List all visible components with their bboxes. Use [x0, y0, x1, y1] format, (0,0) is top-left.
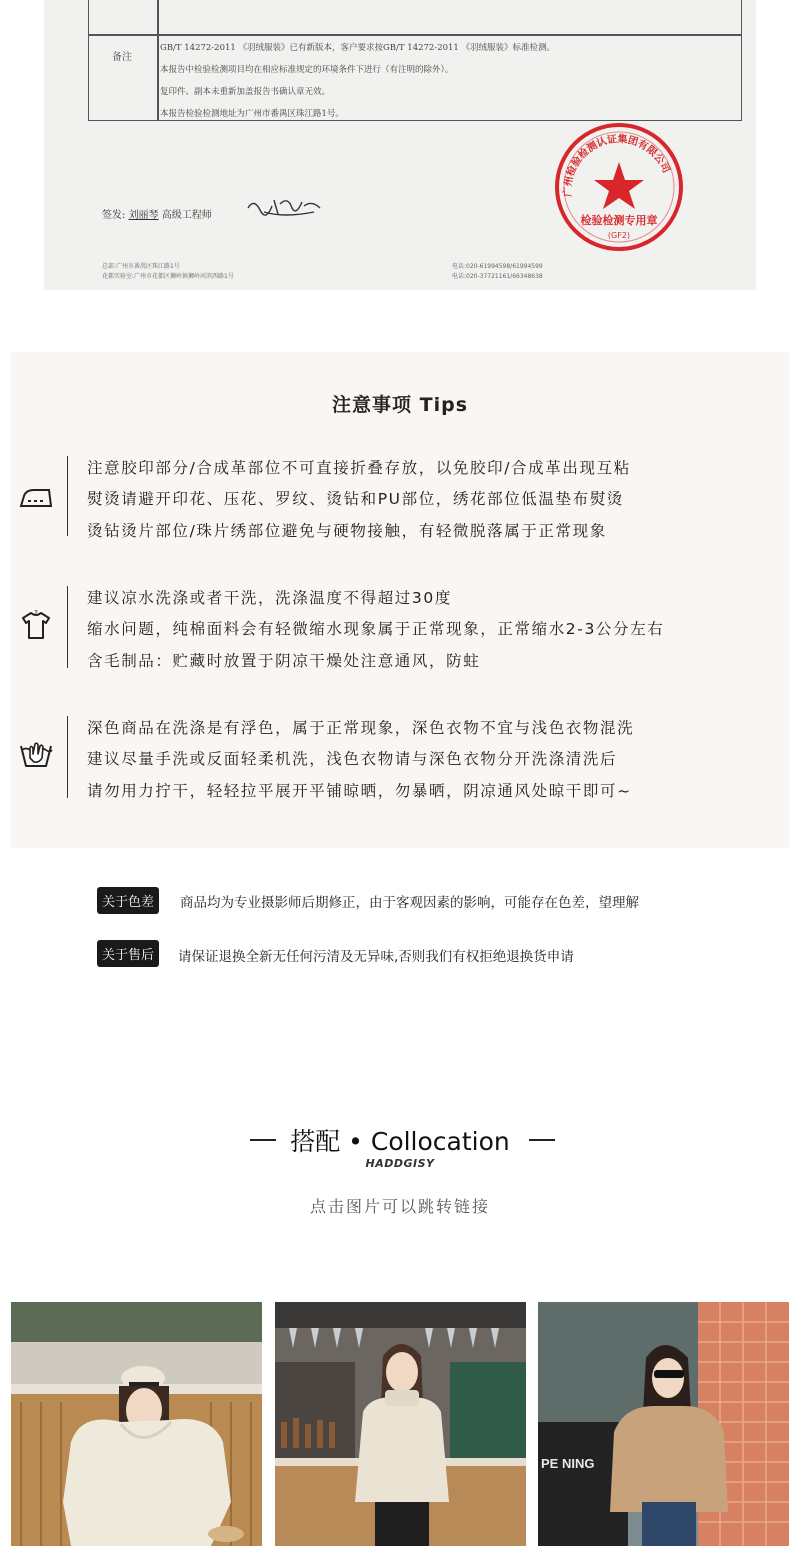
tip-line: 缩水问题，纯棉面料会有轻微缩水现象属于正常现象，正常缩水2-3公分左右 [87, 620, 665, 638]
tips-title: 注意事项 Tips [332, 394, 468, 416]
shirt-icon [18, 606, 54, 642]
report-footer-right [452, 262, 543, 282]
bar-interior-photo[interactable] [275, 1302, 526, 1546]
shop-sign-text: PE NING [541, 1456, 595, 1471]
tip-line: 建议凉水洗涤或者干洗，洗涤温度不得超过30度 [87, 589, 452, 607]
color-difference-notice: 商品均为专业摄影师后期修正，由于客观因素的影响，可能存在色差，望理解 [180, 895, 639, 911]
stamp-code: (GF2) [607, 231, 631, 240]
table-divider [157, 0, 159, 120]
footer-line: 花都实验室:广州市花都区狮岭镇狮岭河滨西路1号 [102, 273, 234, 280]
cafe-counter-photo[interactable] [11, 1302, 262, 1546]
signer-line [102, 206, 212, 221]
remark-line: 本报告中检验检测项目均在相应标准规定的环境条件下进行（有注明的除外）。 [160, 65, 454, 75]
footer-line: 电话:020-61994598/61994599 [452, 263, 543, 270]
link-hint: 点击图片可以跳转链接 [309, 1197, 490, 1216]
tip-line: 建议尽量手洗或反面轻柔机洗，浅色衣物请与深色衣物分开洗涤清洗后 [87, 750, 618, 768]
tip-divider [67, 456, 68, 536]
footer-line: 电话:020-37721161/66348638 [452, 273, 543, 280]
tip-line: 深色商品在洗涤是有浮色，属于正常现象，深色衣物不宜与浅色衣物混洗 [87, 719, 635, 737]
stamp-ring-text: 广州检验检测认证集团有限公司 [562, 134, 672, 197]
svg-text:?: ? [34, 609, 38, 617]
handwritten-signature [244, 192, 324, 220]
collocation-title: 搭配 • Collocation [290, 1127, 510, 1156]
brand-name: HADDGISY [365, 1157, 435, 1170]
remark-line: GB/T 14272-2011 《羽绒服装》已有新版本，客户要求按GB/T 14272-2011 《羽绒服装》标准检测。 [160, 43, 556, 53]
remark-text [160, 32, 690, 131]
signer-name: 刘丽琴 [128, 210, 159, 221]
color-difference-badge: 关于色差 [97, 887, 159, 914]
report-footer-left [102, 262, 234, 282]
tip-line: 注意胶印部分/合成革部位不可直接折叠存放，以免胶印/合成革出现互粘 [87, 459, 631, 477]
tip-divider [67, 586, 68, 668]
remark-line: 复印件、副本未重新加盖报告书确认章无效。 [160, 87, 331, 97]
tip-line: 含毛制品：贮藏时放置于阴凉干燥处注意通风，防蛀 [87, 652, 481, 670]
after-sales-notice: 请保证退换全新无任何污清及无异味,否则我们有权拒绝退换货申请 [178, 949, 574, 965]
stamp-center-text: 检验检测专用章 [580, 214, 658, 227]
tip-line: 请勿用力拧干，轻轻拉平展开平铺晾晒，勿暴晒，阴凉通风处晾干即可~ [87, 782, 632, 800]
remark-line: 本报告检验检测地址为广州市番禺区珠江路1号。 [160, 109, 344, 119]
test-report-scan [44, 0, 756, 290]
tip-line: 烫钻烫片部位/珠片绣部位避免与硬物接触，有轻微脱落属于正常现象 [87, 522, 607, 540]
signer-prefix: 签发: [102, 210, 126, 221]
after-sales-badge: 关于售后 [97, 940, 159, 967]
tip-line: 熨烫请避开印花、压花、罗纹、烫钻和PU部位，绣花部位低温垫布熨烫 [87, 490, 624, 508]
remark-label: 备注 [112, 52, 132, 63]
iron-icon [18, 480, 54, 516]
care-tips-panel [10, 352, 790, 848]
signer-title: 高级工程师 [161, 210, 212, 221]
brick-wall-street-photo[interactable] [538, 1302, 789, 1546]
official-red-stamp [552, 120, 686, 254]
tip-divider [67, 716, 68, 798]
footer-line: 总部:广州市番禺区珠江路1号 [102, 263, 180, 270]
hand-wash-icon [18, 736, 54, 772]
